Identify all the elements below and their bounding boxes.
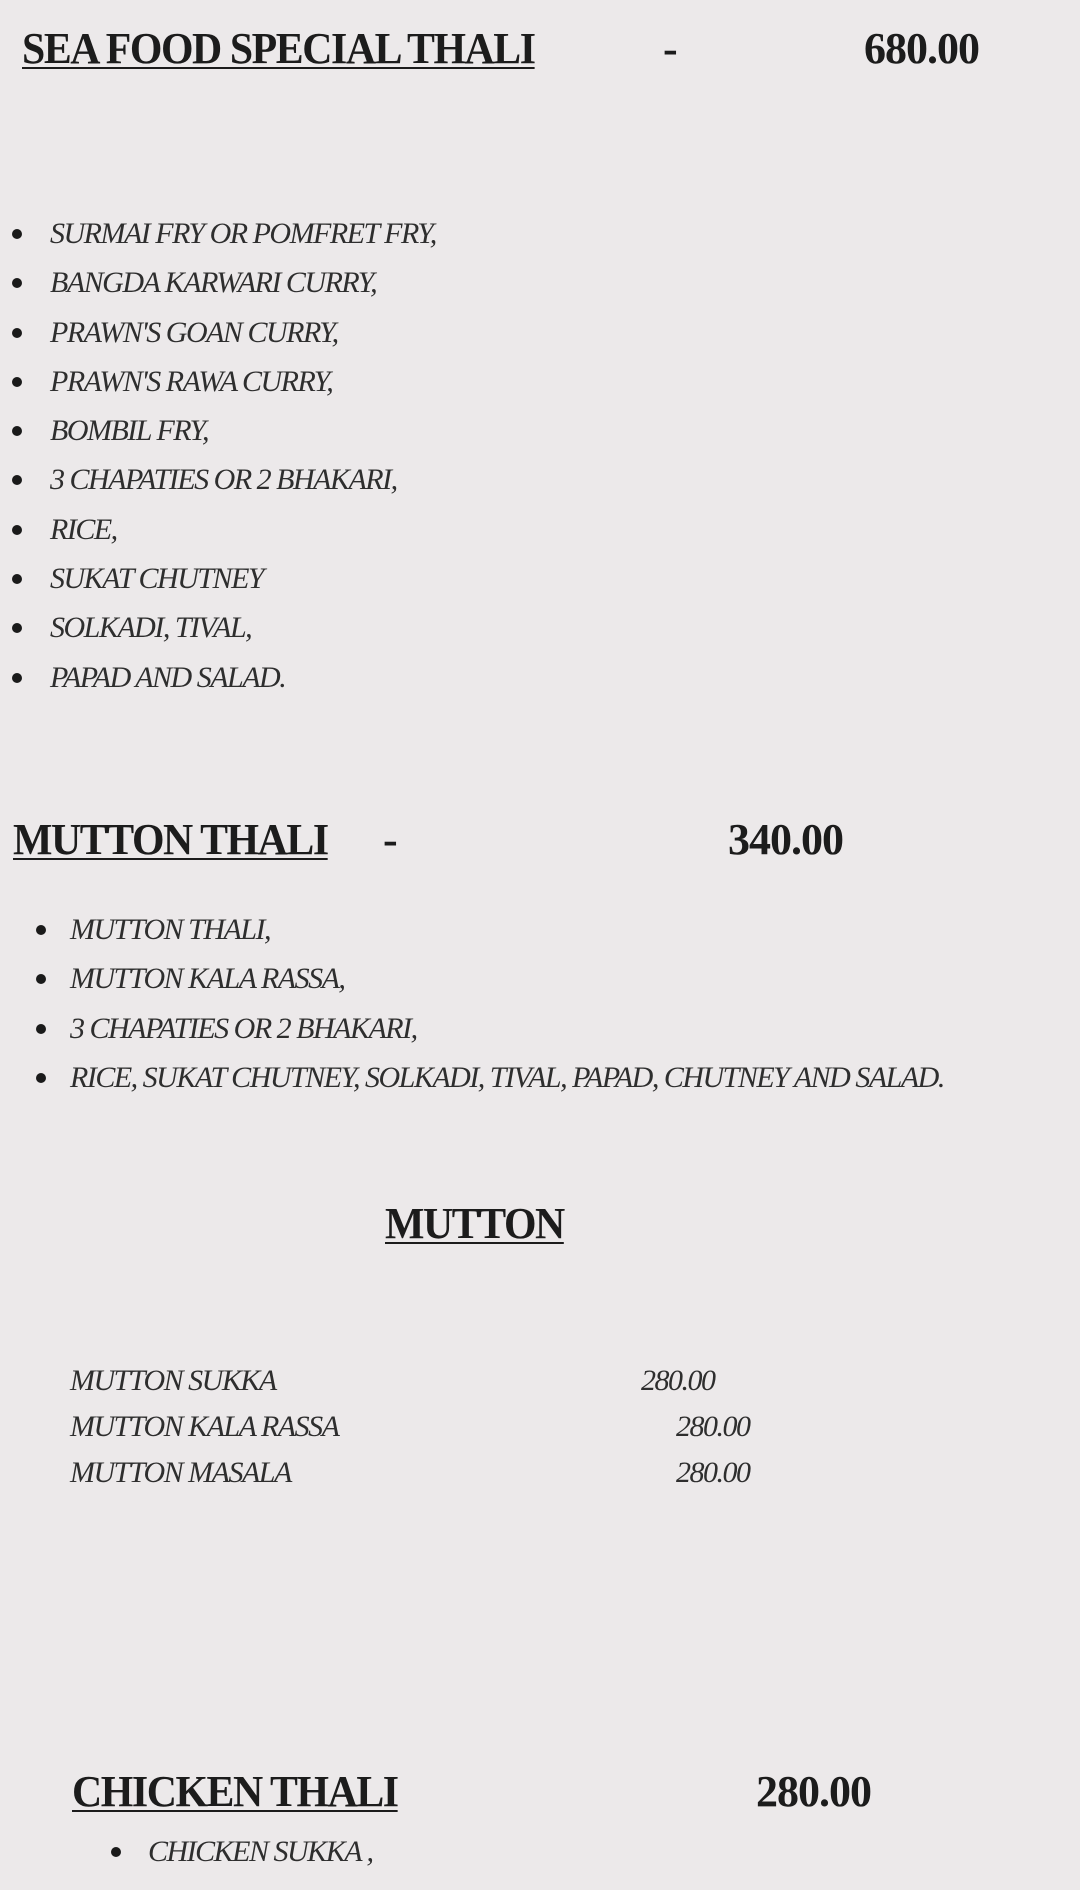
bullet-icon xyxy=(12,475,22,485)
seafood-thali-dash: - xyxy=(663,24,677,73)
bullet-icon xyxy=(12,574,22,584)
list-item: SOLKADI, TIVAL, xyxy=(50,613,436,662)
bullet-icon xyxy=(12,278,22,288)
bullet-icon xyxy=(36,1073,46,1083)
seafood-thali-title: SEA FOOD SPECIAL THALI xyxy=(22,24,535,73)
list-item: MUTTON KALA RASSA, xyxy=(70,964,944,1013)
list-item: PRAWN'S RAWA CURRY, xyxy=(50,367,436,416)
bullet-icon xyxy=(36,1024,46,1034)
bullet-icon xyxy=(12,426,22,436)
mutton-thali-dash: - xyxy=(383,815,397,864)
chicken-thali-title: CHICKEN THALI xyxy=(72,1767,398,1816)
bullet-icon xyxy=(36,925,46,935)
seafood-thali-price: 680.00 xyxy=(864,24,979,73)
list-item: PRAWN'S GOAN CURRY, xyxy=(50,318,436,367)
mutton-thali-price: 340.00 xyxy=(728,815,843,864)
list-item: SURMAI FRY OR POMFRET FRY, xyxy=(50,219,436,268)
chicken-thali-price: 280.00 xyxy=(756,1767,871,1816)
menu-item-price: 280.00 xyxy=(676,1410,750,1443)
list-item: CHICKEN SUKKA , xyxy=(148,1837,373,1886)
bullet-icon xyxy=(12,623,22,633)
chicken-thali-items xyxy=(148,1837,373,1886)
seafood-thali-items xyxy=(50,219,436,712)
list-item: MUTTON THALI, xyxy=(70,915,944,964)
list-item: BANGDA KARWARI CURRY, xyxy=(50,268,436,317)
list-item: RICE, xyxy=(50,515,436,564)
menu-item-price: 280.00 xyxy=(676,1456,750,1489)
bullet-icon xyxy=(36,974,46,984)
menu-item-name: MUTTON SUKKA xyxy=(70,1364,276,1397)
list-item: 3 CHAPATIES OR 2 BHAKARI, xyxy=(70,1014,944,1063)
mutton-thali-title: MUTTON THALI xyxy=(13,815,328,864)
list-item: PAPAD AND SALAD. xyxy=(50,663,436,712)
list-item: BOMBIL FRY, xyxy=(50,416,436,465)
list-item: 3 CHAPATIES OR 2 BHAKARI, xyxy=(50,465,436,514)
bullet-icon xyxy=(12,328,22,338)
menu-item-name: MUTTON MASALA xyxy=(70,1456,291,1489)
list-item: SUKAT CHUTNEY xyxy=(50,564,436,613)
mutton-thali-items xyxy=(70,915,944,1112)
bullet-icon xyxy=(111,1847,121,1857)
bullet-icon xyxy=(12,377,22,387)
bullet-icon xyxy=(12,673,22,683)
menu-item-name: MUTTON KALA RASSA xyxy=(70,1410,339,1443)
list-item: RICE, SUKAT CHUTNEY, SOLKADI, TIVAL, PAPAD, CHUTNEY AND SALAD. xyxy=(70,1063,944,1112)
menu-item-price: 280.00 xyxy=(641,1364,715,1397)
mutton-title: MUTTON xyxy=(385,1199,564,1248)
bullet-icon xyxy=(12,525,22,535)
bullet-icon xyxy=(12,229,22,239)
